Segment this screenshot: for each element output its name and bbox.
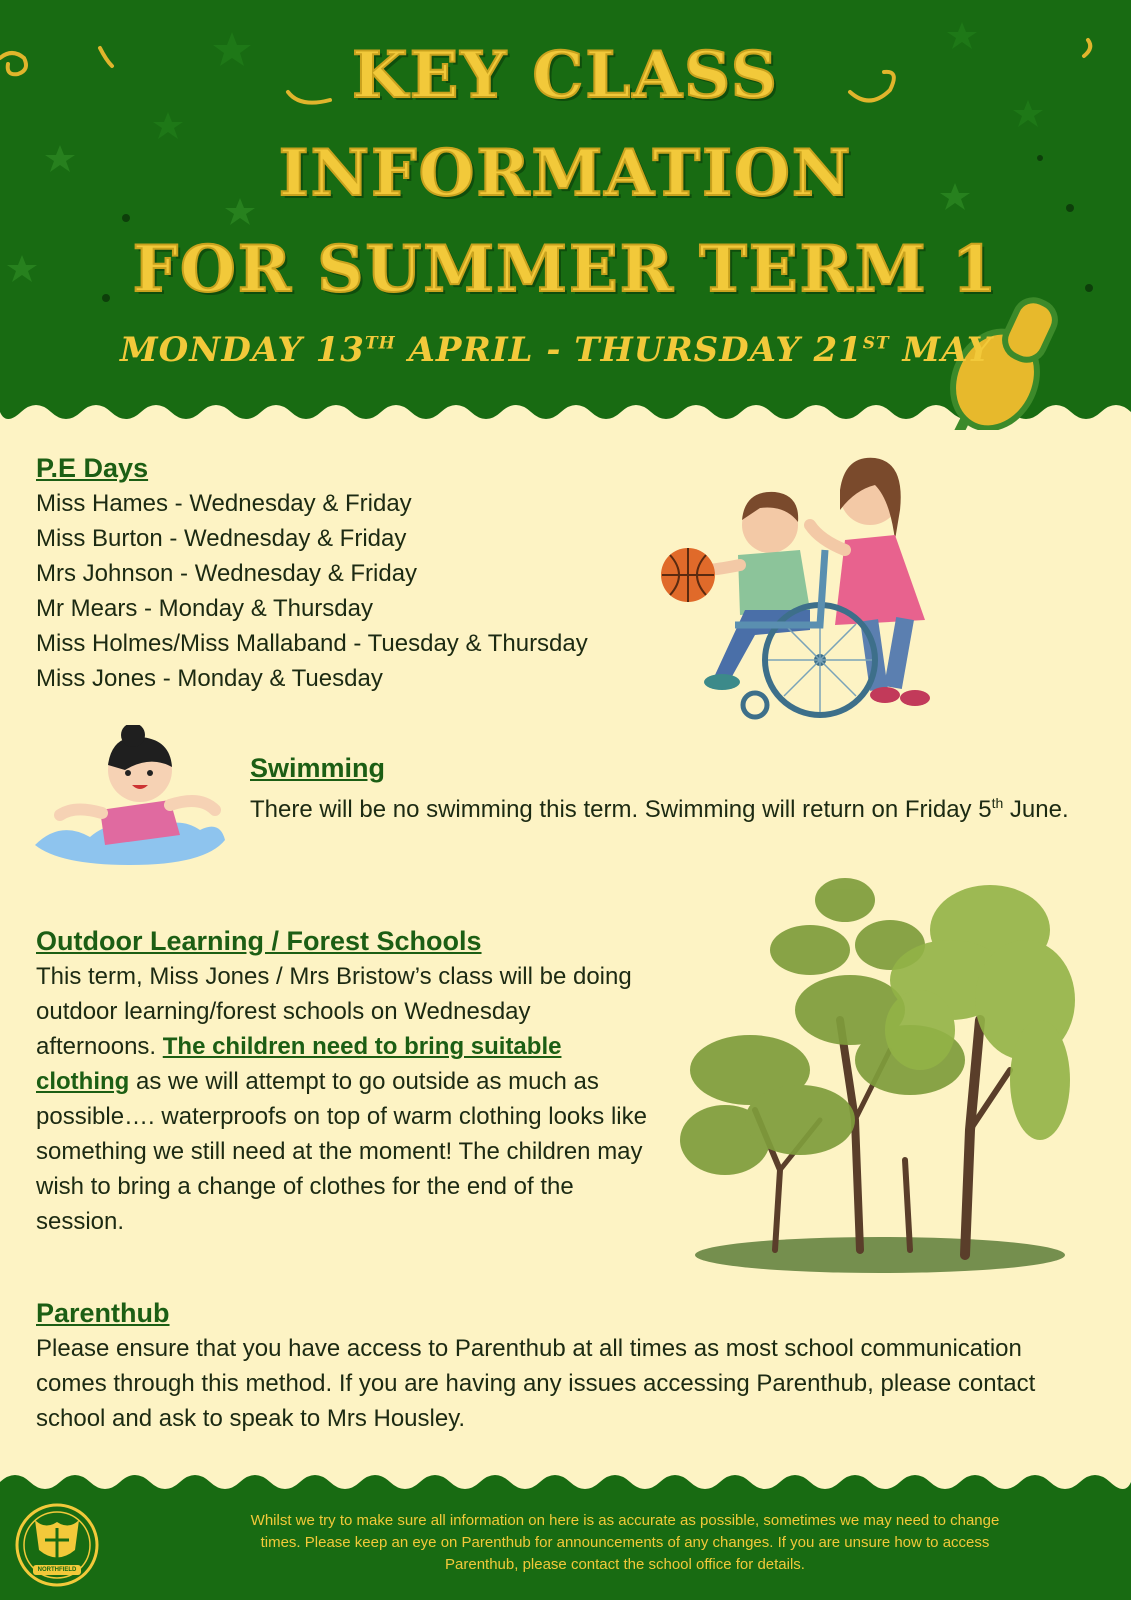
pe-item: Miss Jones - Monday & Tuesday <box>36 665 383 692</box>
dates-sup-2: ST <box>862 333 890 354</box>
parenthub-section <box>36 1295 1036 1436</box>
outdoor-text-1: This term, Miss Jones / Mrs Bristow’s class will be doing outdoor learning/forest schools on Wednesday afternoons. <box>36 963 632 1060</box>
outdoor-learning-section <box>36 923 656 1239</box>
dates-sup-1: TH <box>364 333 396 354</box>
footer-disclaimer: Whilst we try to make sure all information on here is as accurate as possible, sometimes we may need to change times. Please keep an eye on Parenthub for announcements of any changes. If you are unsure how to access Parenthub, please contact the school office for details. <box>250 1512 1000 1573</box>
pe-item: Mrs Johnson - Wednesday & Friday <box>36 560 418 587</box>
dates-end: APRIL - THURSDAY 21 <box>395 330 863 370</box>
outdoor-text-emphasis: The children need to bring suitable clothing <box>36 1033 562 1095</box>
dates-start: MONDAY 13 <box>120 330 365 370</box>
term-dates <box>120 330 992 370</box>
crest-label: NORTHFIELD <box>37 1567 77 1573</box>
title-line-1: KEY CLASS <box>352 38 779 113</box>
pe-item: Mr Mears - Monday & Thursday <box>36 595 373 622</box>
outdoor-text-2: as we will attempt to go outside as much as possible…. waterproofs on top of warm clothing looks like something we still need at the moment! The children may wish to bring a change of clothes for the end of the session. <box>36 1068 647 1235</box>
pe-item: Miss Holmes/Miss Mallaband - Tuesday & Thursday <box>36 630 588 657</box>
parenthub-heading: Parenthub <box>36 1298 170 1328</box>
pe-item: Miss Burton - Wednesday & Friday <box>36 525 407 552</box>
swimming-text-main: There will be no swimming this term. Swimming will return on Friday 5 <box>250 796 992 823</box>
swimming-section <box>250 750 1080 827</box>
title-line-3: FOR SUMMER TERM 1 <box>132 232 999 307</box>
trees-illustration <box>680 870 1090 1280</box>
outdoor-learning-text <box>36 959 656 1239</box>
parenthub-text: Please ensure that you have access to Parenthub at all times as most school communication comes through this method. If you are having any issues accessing Parenthub, please contact school and ask to speak to Mrs Housley. <box>36 1335 1036 1432</box>
header-banner <box>0 0 1131 430</box>
wheelchair-basketball-illustration <box>660 450 950 740</box>
pe-days-section <box>36 450 656 696</box>
swimming-heading: Swimming <box>250 753 386 783</box>
pe-days-heading: P.E Days <box>36 453 149 483</box>
pe-item: Miss Hames - Wednesday & Friday <box>36 490 412 517</box>
swimming-text-sup: th <box>991 795 1004 811</box>
title-line-2: INFORMATION <box>278 136 853 211</box>
dates-month: MAY <box>889 330 993 370</box>
swimming-text <box>250 786 1080 827</box>
swimming-text-end: June. <box>1003 796 1069 823</box>
swimmer-illustration <box>30 725 230 875</box>
outdoor-learning-heading: Outdoor Learning / Forest Schools <box>36 926 482 956</box>
